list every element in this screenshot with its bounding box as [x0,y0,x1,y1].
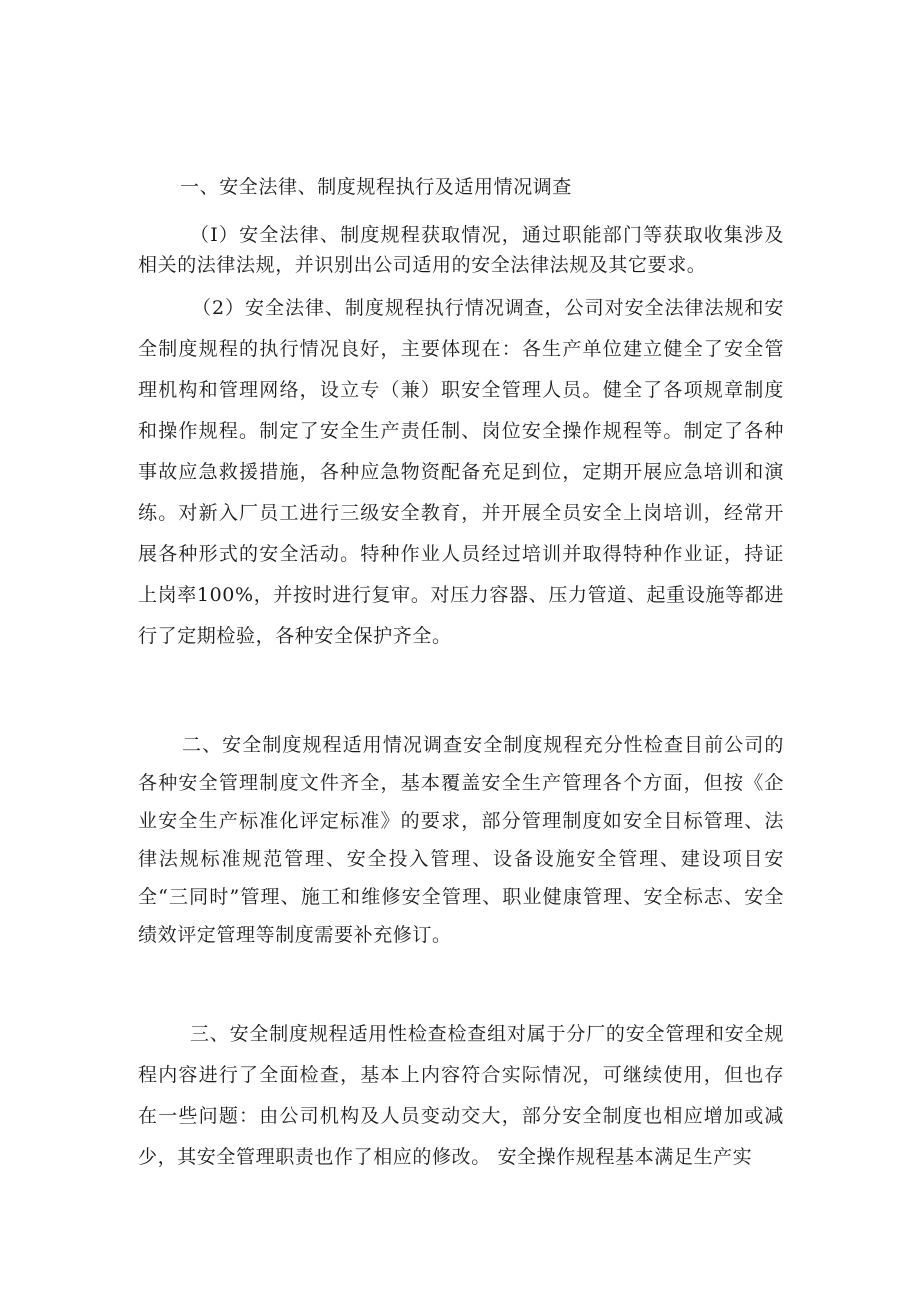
paragraph-applicability: 二、安全制度规程适用情况调查安全制度规程充分性检查目前公司的各种安全管理制度文件齐全，基本覆盖安全生产管理各个方面，但按《企业安全生产标准化评定标准》的要求，部分管理制度如安全目标管理、法律法规标准规范管理、安全投入管理、设备设施安全管理、建设项目安全“三同时”管理、施工和维修安全管理、职业健康管理、安全标志、安全绩效评定管理等制度需要补充修订。 [138,734,784,946]
section-heading: 一、安全法律、制度规程执行及适用情况调查 [180,176,573,198]
paragraph-suitability-check: 三、安全制度规程适用性检查检查组对属于分厂的安全管理和安全规程内容进行了全面检查，基本上内容符合实际情况，可继续使用，但也存在一些问题：由公司机构及人员变动交大，部分安全制度也相应增加或减少，其安全管理职责也作了相应的修改。 安全操作规程基本满足生产实 [138,1023,784,1168]
paragraph-execution: （2）安全法律、制度规程执行情况调查，公司对安全法律法规和安全制度规程的执行情况良好，主要体现在：各生产单位建立健全了安全管理机构和管理网络，设立专（兼）职安全管理人员。健全了各项规章制度和操作规程。制定了安全生产责任制、岗位安全操作规程等。制定了各种事故应急救援措施，各种应急物资配备充足到位，定期开展应急培训和演练。对新入厂员工进行三级安全教育，并开展全员安全上岗培训，经常开展各种形式的安全活动。特种作业人员经过培训并取得特种作业证，持证上岗率100%，并按时进行复审。对压力容器、压力管道、起重设施等都进行了定期检验，各种安全保护齐全。 [138,297,784,647]
paragraph-acquisition: （I）安全法律、制度规程获取情况，通过职能部门等获取收集涉及相关的法律法规，并识别出公司适用的安全法律法规及其它要求。 [138,224,784,276]
